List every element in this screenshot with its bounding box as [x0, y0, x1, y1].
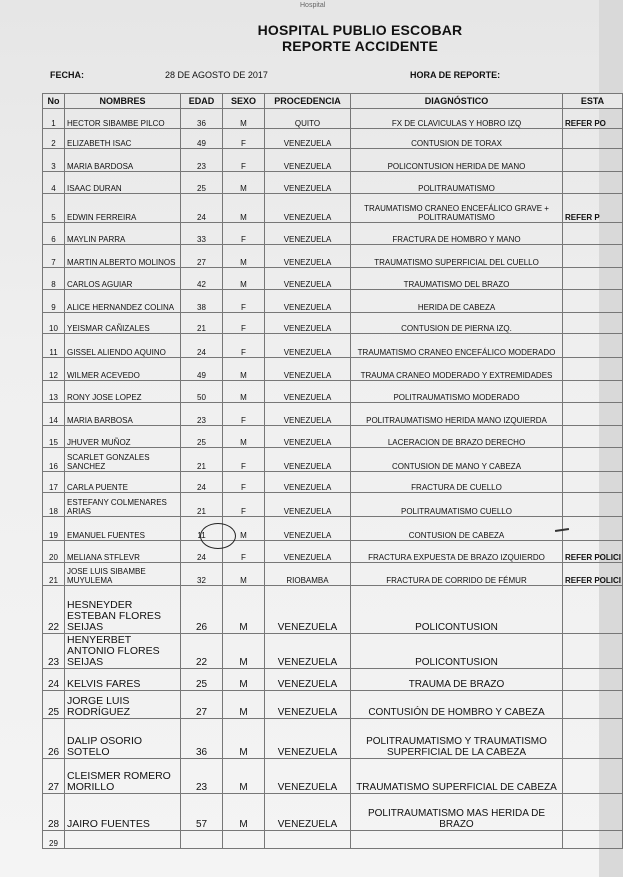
patient-diagnosis: POLITRAUMATISMO HERIDA MANO IZQUIERDA	[351, 403, 563, 426]
patient-name: HESNEYDER ESTEBAN FLORES SEIJAS	[65, 586, 181, 634]
accident-report-table	[42, 93, 623, 849]
patient-name: RONY JOSE LOPEZ	[65, 381, 181, 403]
patient-status: REFER POLICI	[563, 541, 623, 563]
patient-diagnosis: POLITRAUMATISMO MODERADO	[351, 381, 563, 403]
patient-status	[563, 759, 623, 794]
patient-age: 36	[181, 109, 223, 129]
row-no: 8	[43, 268, 65, 290]
report-subtitle: REPORTE ACCIDENTE	[281, 38, 439, 54]
patient-age: 42	[181, 268, 223, 290]
patient-sex: M	[223, 358, 265, 381]
patient-age: 24	[181, 472, 223, 493]
row-no: 7	[43, 245, 65, 268]
row-no: 29	[43, 831, 65, 849]
patient-diagnosis: CONTUSION DE CABEZA	[351, 517, 563, 541]
table-row	[43, 313, 623, 334]
patient-name: JORGE LUIS RODRÍGUEZ	[65, 691, 181, 719]
patient-sex: F	[223, 493, 265, 517]
patient-status	[563, 334, 623, 358]
patient-diagnosis: FRACTURA DE CORRIDO DE FÉMUR	[351, 563, 563, 586]
patient-age: 27	[181, 691, 223, 719]
handwritten-circle-mark	[200, 523, 236, 549]
patient-sex: M	[223, 381, 265, 403]
table-row	[43, 381, 623, 403]
patient-diagnosis: POLITRAUMATISMO	[351, 172, 563, 194]
hospital-title: HOSPITAL PUBLIO ESCOBAR	[257, 22, 463, 38]
patient-name: MARIA BARBOSA	[65, 403, 181, 426]
patient-status	[563, 358, 623, 381]
patient-origin: VENEZUELA	[265, 493, 351, 517]
patient-sex	[223, 831, 265, 849]
col-header-procedencia: PROCEDENCIA	[265, 94, 351, 109]
table-row	[43, 831, 623, 849]
patient-status	[563, 691, 623, 719]
patient-name: HENYERBET ANTONIO FLORES SEIJAS	[65, 634, 181, 669]
patient-diagnosis: TRAUMATISMO SUPERFICIAL DE CABEZA	[351, 759, 563, 794]
patient-origin	[265, 831, 351, 849]
patient-origin: VENEZUELA	[265, 129, 351, 149]
patient-origin: VENEZUELA	[265, 669, 351, 691]
table-row	[43, 172, 623, 194]
row-no: 14	[43, 403, 65, 426]
table-row	[43, 691, 623, 719]
patient-status	[563, 245, 623, 268]
patient-status	[563, 290, 623, 313]
patient-sex: M	[223, 245, 265, 268]
patient-sex: F	[223, 313, 265, 334]
patient-status	[563, 381, 623, 403]
patient-diagnosis: TRAUMA DE BRAZO	[351, 669, 563, 691]
patient-diagnosis: LACERACION DE BRAZO DERECHO	[351, 426, 563, 448]
patient-origin: VENEZUELA	[265, 719, 351, 759]
patient-status	[563, 493, 623, 517]
row-no: 6	[43, 223, 65, 245]
table-row	[43, 334, 623, 358]
patient-diagnosis: TRAUMATISMO CRANEO ENCEFÁLICO MODERADO	[351, 334, 563, 358]
row-no: 22	[43, 586, 65, 634]
patient-age: 22	[181, 634, 223, 669]
patient-status	[563, 794, 623, 831]
patient-origin: VENEZUELA	[265, 172, 351, 194]
patient-sex: M	[223, 426, 265, 448]
table-row	[43, 493, 623, 517]
patient-age: 24	[181, 541, 223, 563]
patient-origin: QUITO	[265, 109, 351, 129]
table-row	[43, 109, 623, 129]
patient-status	[563, 472, 623, 493]
row-no: 20	[43, 541, 65, 563]
patient-sex: F	[223, 149, 265, 172]
table-row	[43, 268, 623, 290]
patient-age: 25	[181, 669, 223, 691]
patient-sex: M	[223, 719, 265, 759]
row-no: 15	[43, 426, 65, 448]
patient-name: JOSE LUIS SIBAMBE MUYULEMA	[65, 563, 181, 586]
patient-name: WILMER ACEVEDO	[65, 358, 181, 381]
patient-age: 21	[181, 493, 223, 517]
row-no: 11	[43, 334, 65, 358]
row-no: 28	[43, 794, 65, 831]
patient-origin: VENEZUELA	[265, 794, 351, 831]
patient-origin: VENEZUELA	[265, 472, 351, 493]
table-row	[43, 290, 623, 313]
table-row	[43, 426, 623, 448]
patient-sex: M	[223, 194, 265, 223]
table-row	[43, 472, 623, 493]
col-header-estado: ESTA	[563, 94, 623, 109]
table-row	[43, 719, 623, 759]
row-no: 1	[43, 109, 65, 129]
patient-age: 25	[181, 172, 223, 194]
patient-origin: VENEZUELA	[265, 245, 351, 268]
patient-age: 21	[181, 313, 223, 334]
patient-diagnosis: TRAUMATISMO SUPERFICIAL DEL CUELLO	[351, 245, 563, 268]
row-no: 2	[43, 129, 65, 149]
patient-diagnosis: CONTUSIÓN DE HOMBRO Y CABEZA	[351, 691, 563, 719]
patient-diagnosis: CONTUSION DE PIERNA IZQ.	[351, 313, 563, 334]
table-row	[43, 586, 623, 634]
patient-sex: M	[223, 172, 265, 194]
row-no: 13	[43, 381, 65, 403]
patient-sex: F	[223, 129, 265, 149]
patient-status	[563, 426, 623, 448]
patient-status	[563, 669, 623, 691]
patient-sex: F	[223, 334, 265, 358]
patient-origin: VENEZUELA	[265, 759, 351, 794]
patient-status	[563, 129, 623, 149]
patient-status	[563, 586, 623, 634]
patient-status	[563, 149, 623, 172]
patient-name: ESTEFANY COLMENARES ARIAS	[65, 493, 181, 517]
patient-sex: M	[223, 669, 265, 691]
hora-reporte-label: HORA DE REPORTE:	[410, 70, 501, 80]
patient-origin: VENEZUELA	[265, 426, 351, 448]
patient-diagnosis: TRAUMATISMO DEL BRAZO	[351, 268, 563, 290]
patient-origin: VENEZUELA	[265, 541, 351, 563]
patient-origin: VENEZUELA	[265, 358, 351, 381]
table-row	[43, 358, 623, 381]
patient-sex: M	[223, 109, 265, 129]
patient-origin: VENEZUELA	[265, 448, 351, 472]
table-row	[43, 794, 623, 831]
patient-diagnosis: FRACTURA EXPUESTA DE BRAZO IZQUIERDO	[351, 541, 563, 563]
patient-age: 11	[181, 517, 223, 541]
patient-origin: VENEZUELA	[265, 149, 351, 172]
patient-origin: VENEZUELA	[265, 334, 351, 358]
row-no: 27	[43, 759, 65, 794]
patient-name: KELVIS FARES	[65, 669, 181, 691]
patient-status: REFER POLICI	[563, 563, 623, 586]
patient-sex: M	[223, 517, 265, 541]
patient-origin: VENEZUELA	[265, 313, 351, 334]
patient-name: JHUVER MUÑOZ	[65, 426, 181, 448]
table-row	[43, 149, 623, 172]
row-no: 9	[43, 290, 65, 313]
patient-age: 27	[181, 245, 223, 268]
patient-origin: VENEZUELA	[265, 194, 351, 223]
patient-sex: F	[223, 403, 265, 426]
patient-diagnosis: FX DE CLAVICULAS Y HOBRO IZQ	[351, 109, 563, 129]
row-no: 12	[43, 358, 65, 381]
patient-diagnosis: CONTUSION DE MANO Y CABEZA	[351, 448, 563, 472]
table-row	[43, 194, 623, 223]
patient-diagnosis: FRACTURA DE CUELLO	[351, 472, 563, 493]
patient-name: CARLOS AGUIAR	[65, 268, 181, 290]
patient-sex: F	[223, 290, 265, 313]
patient-name: MAYLIN PARRA	[65, 223, 181, 245]
col-header-sexo: SEXO	[223, 94, 265, 109]
table-row	[43, 403, 623, 426]
patient-diagnosis: POLICONTUSION	[351, 634, 563, 669]
patient-diagnosis: TRAUMATISMO CRANEO ENCEFÁLICO GRAVE + POLITRAUMATISMO	[351, 194, 563, 223]
fecha-label: FECHA:	[50, 70, 84, 80]
patient-status	[563, 172, 623, 194]
patient-name: ELIZABETH ISAC	[65, 129, 181, 149]
patient-diagnosis: TRAUMA CRANEO MODERADO Y EXTREMIDADES	[351, 358, 563, 381]
fecha-value: 28 DE AGOSTO DE 2017	[165, 70, 268, 80]
patient-status	[563, 719, 623, 759]
patient-status: REFER PO	[563, 109, 623, 129]
table-row	[43, 563, 623, 586]
table-row	[43, 669, 623, 691]
patient-age: 23	[181, 149, 223, 172]
table-row	[43, 448, 623, 472]
patient-sex: M	[223, 634, 265, 669]
patient-age: 36	[181, 719, 223, 759]
patient-name: CLEISMER ROMERO MORILLO	[65, 759, 181, 794]
patient-sex: M	[223, 691, 265, 719]
patient-name: SCARLET GONZALES SANCHEZ	[65, 448, 181, 472]
patient-sex: F	[223, 223, 265, 245]
patient-age: 26	[181, 586, 223, 634]
patient-status	[563, 268, 623, 290]
row-no: 21	[43, 563, 65, 586]
patient-age: 24	[181, 334, 223, 358]
table-row	[43, 759, 623, 794]
row-no: 23	[43, 634, 65, 669]
patient-diagnosis: POLITRAUMATISMO CUELLO	[351, 493, 563, 517]
patient-sex: F	[223, 541, 265, 563]
patient-status	[563, 448, 623, 472]
patient-origin: VENEZUELA	[265, 586, 351, 634]
patient-diagnosis: POLITRAUMATISMO MAS HERIDA DE BRAZO	[351, 794, 563, 831]
patient-name: ISAAC DURAN	[65, 172, 181, 194]
patient-age: 50	[181, 381, 223, 403]
patient-status	[563, 634, 623, 669]
table-row	[43, 223, 623, 245]
row-no: 24	[43, 669, 65, 691]
row-no: 10	[43, 313, 65, 334]
patient-age: 21	[181, 448, 223, 472]
patient-sex: M	[223, 586, 265, 634]
patient-name: MARTIN ALBERTO MOLINOS	[65, 245, 181, 268]
table-row	[43, 541, 623, 563]
patient-age: 24	[181, 194, 223, 223]
col-header-edad: EDAD	[181, 94, 223, 109]
patient-age	[181, 831, 223, 849]
patient-status	[563, 517, 623, 541]
patient-diagnosis: POLITRAUMATISMO Y TRAUMATISMO SUPERFICIAL DE LA CABEZA	[351, 719, 563, 759]
patient-origin: VENEZUELA	[265, 381, 351, 403]
patient-age: 25	[181, 426, 223, 448]
patient-status	[563, 403, 623, 426]
patient-sex: M	[223, 563, 265, 586]
patient-diagnosis: POLICONTUSION HERIDA DE MANO	[351, 149, 563, 172]
patient-status	[563, 313, 623, 334]
patient-sex: M	[223, 759, 265, 794]
patient-origin: VENEZUELA	[265, 403, 351, 426]
row-no: 25	[43, 691, 65, 719]
patient-age: 33	[181, 223, 223, 245]
patient-name: GISSEL ALIENDO AQUINO	[65, 334, 181, 358]
row-no: 26	[43, 719, 65, 759]
row-no: 3	[43, 149, 65, 172]
col-header-no: No	[43, 94, 65, 109]
patient-sex: M	[223, 268, 265, 290]
patient-sex: F	[223, 472, 265, 493]
patient-name: EMANUEL FUENTES	[65, 517, 181, 541]
patient-name: JAIRO FUENTES	[65, 794, 181, 831]
patient-name: CARLA PUENTE	[65, 472, 181, 493]
patient-age: 38	[181, 290, 223, 313]
table-body	[43, 109, 623, 849]
patient-origin: VENEZUELA	[265, 634, 351, 669]
header-row	[43, 94, 623, 109]
patient-origin: VENEZUELA	[265, 223, 351, 245]
patient-origin: VENEZUELA	[265, 517, 351, 541]
row-no: 4	[43, 172, 65, 194]
patient-age: 32	[181, 563, 223, 586]
table-row	[43, 245, 623, 268]
row-no: 18	[43, 493, 65, 517]
top-mark: Hospital	[300, 2, 326, 9]
patient-name	[65, 831, 181, 849]
patient-diagnosis	[351, 831, 563, 849]
patient-diagnosis: HERIDA DE CABEZA	[351, 290, 563, 313]
patient-origin: VENEZUELA	[265, 268, 351, 290]
table-row	[43, 129, 623, 149]
patient-age: 23	[181, 759, 223, 794]
patient-diagnosis: FRACTURA DE HOMBRO Y MANO	[351, 223, 563, 245]
patient-name: MARIA BARDOSA	[65, 149, 181, 172]
patient-status	[563, 223, 623, 245]
patient-origin: VENEZUELA	[265, 691, 351, 719]
patient-sex: F	[223, 448, 265, 472]
patient-age: 57	[181, 794, 223, 831]
patient-diagnosis: CONTUSION DE TORAX	[351, 129, 563, 149]
patient-name: HECTOR SIBAMBE PILCO	[65, 109, 181, 129]
patient-age: 49	[181, 358, 223, 381]
row-no: 5	[43, 194, 65, 223]
row-no: 16	[43, 448, 65, 472]
patient-status	[563, 831, 623, 849]
patient-name: ALICE HERNANDEZ COLINA	[65, 290, 181, 313]
patient-status: REFER P	[563, 194, 623, 223]
col-header-nombres: NOMBRES	[65, 94, 181, 109]
patient-origin: RIOBAMBA	[265, 563, 351, 586]
patient-name: DALIP OSORIO SOTELO	[65, 719, 181, 759]
patient-origin: VENEZUELA	[265, 290, 351, 313]
patient-age: 49	[181, 129, 223, 149]
patient-age: 23	[181, 403, 223, 426]
table-row	[43, 517, 623, 541]
row-no: 19	[43, 517, 65, 541]
patient-name: EDWIN FERREIRA	[65, 194, 181, 223]
row-no: 17	[43, 472, 65, 493]
patient-name: YEISMAR CAÑIZALES	[65, 313, 181, 334]
col-header-diagnostico: DIAGNÓSTICO	[351, 94, 563, 109]
patient-diagnosis: POLICONTUSION	[351, 586, 563, 634]
patient-sex: M	[223, 794, 265, 831]
table-row	[43, 634, 623, 669]
patient-name: MELIANA STFLEVR	[65, 541, 181, 563]
